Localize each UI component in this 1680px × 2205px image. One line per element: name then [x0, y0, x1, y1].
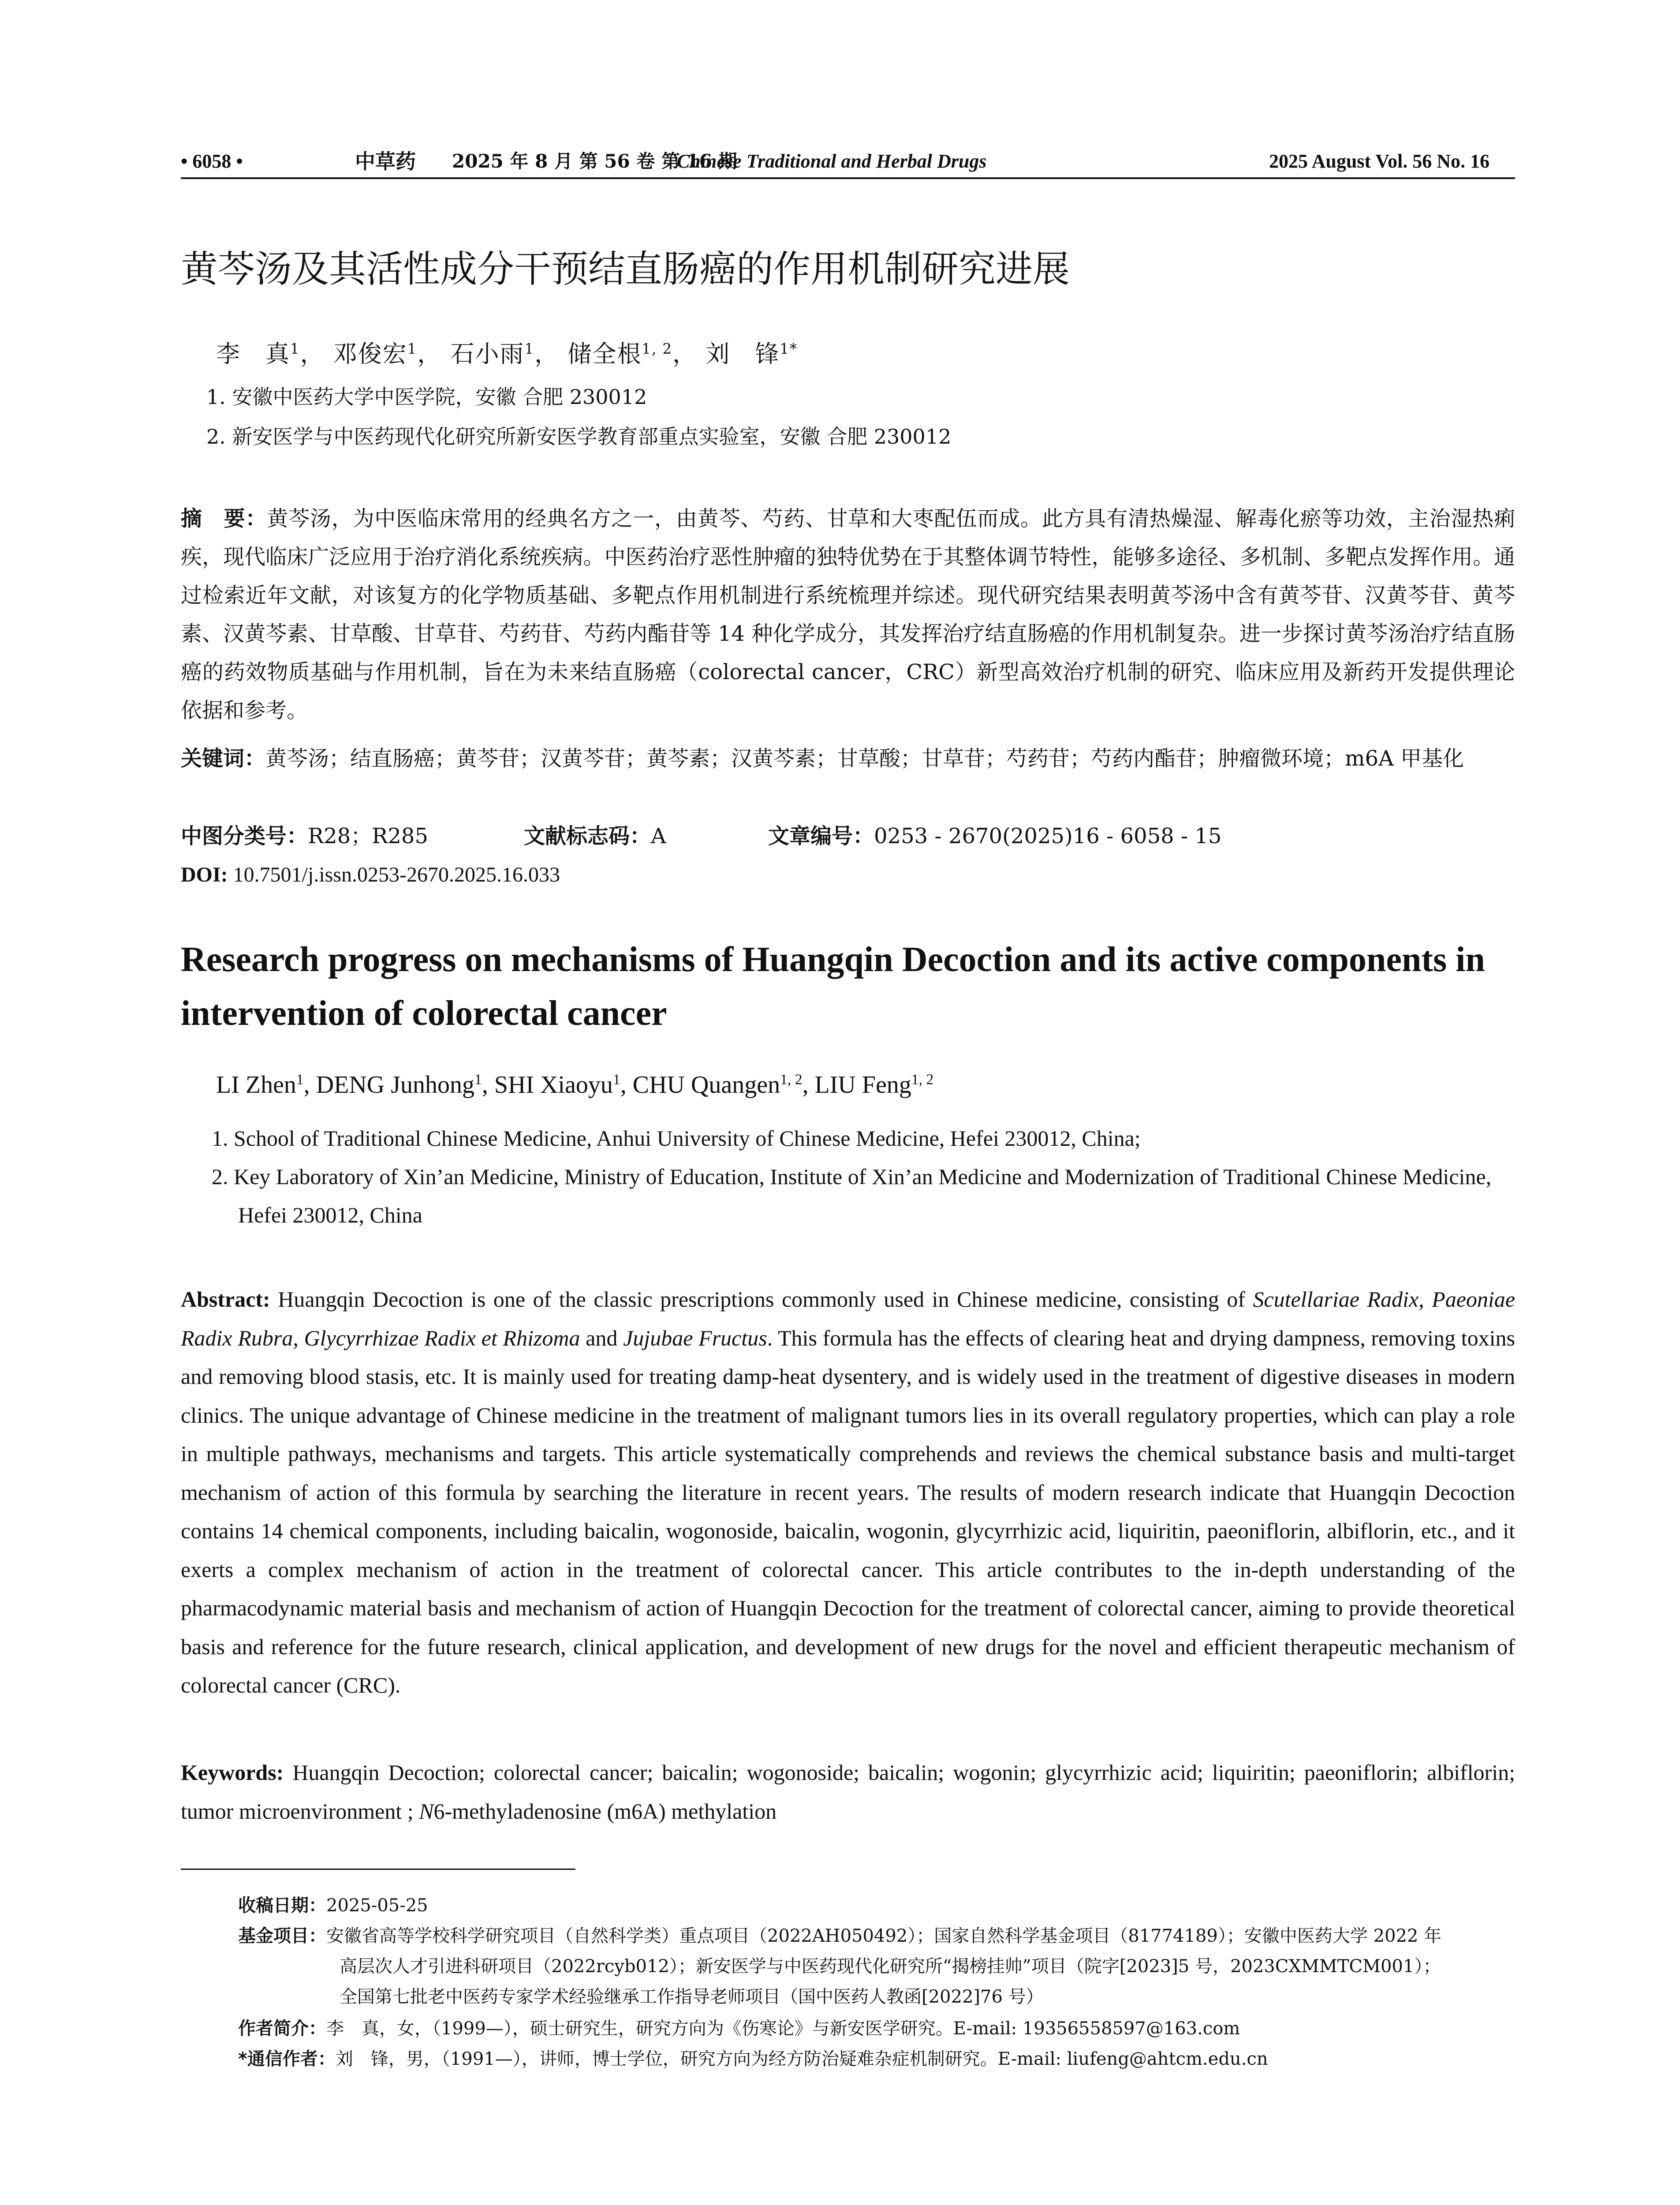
footnote-rule: [181, 1869, 575, 1870]
abstract-en-text: ,: [1419, 1287, 1432, 1312]
author-sup: 1: [524, 340, 535, 357]
abstract-cn-text: 黄芩汤，为中医临床常用的经典名方之一，由黄芩、芍药、甘草和大枣配伍而成。此方具有清热燥湿、解毒化瘀等功效，主治湿热痢疾，现代临床广泛应用于治疗消化系统疾病。中医药治疗恶性肿瘤的独特优势在于其整体调节特性，能够多途径、多机制、多靶点发挥作用。通过检索近年文献，对该复方的化学物质基础、多靶点作用机制进行系统梳理并综述。现代研究结果表明黄芩汤中含有黄芩苷、汉黄芩苷、黄芩素、汉黄芩素、甘草酸、甘草苷、芍药苷、芍药内酯苷等 14 种化学成分，其发挥治疗结直肠癌的作用机制复杂。进一步探讨黄芩汤治疗结直肠癌的药效物质基础与作用机制，旨在为未来结直肠癌（colorectal cancer，CRC）新型高效治疗机制的研究、临床应用及新药开发提供理论依据和参考。: [181, 506, 1515, 723]
issue-en: 2025 August Vol. 56 No. 16: [1269, 150, 1490, 172]
fund-line: 安徽省高等学校科学研究项目（自然科学类）重点项目（2022AH050492）；国家自然科学基金项目（81774189）；安徽中医药大学 2022 年: [326, 1926, 1442, 1946]
doc-value: A: [651, 824, 666, 848]
author-sup: 1*: [780, 340, 798, 357]
abstract-en-text: . This formula has the effects of clearing heat and drying dampness, removing toxins and removing blood stasis, etc. It is mainly used for treating damp-heat dysentery, and is widely used in the treatment of digestive diseases in modern clinics. The unique advantage of Chinese medicine in the treatment of malignant tumors lies in its overall regulatory properties, which can play a role in multiple pathways, mechanisms and targets. This article systematically comprehends and reviews the chemical substance basis and multi-target mechanism of action of this formula by searching the literature in recent years. The results of modern research indicate that Huangqin Decoction contains 14 chemical components, including baicalin, wogonoside, baicalin, wogonin, glycyrrhizic acid, liquiritin, paeoniflorin, albiflorin, etc., and it exerts a complex mechanism of action in the treatment of colorectal cancer. This article contributes to the in-depth understanding of the pharmacodynamic material basis and mechanism of action of Huangqin Decoction for the treatment of colorectal cancer, aiming to provide theoretical basis and reference for the future research, clinical application, and development of new drugs for the novel and efficient therapeutic mechanism of colorectal cancer (CRC).: [181, 1325, 1515, 1697]
issue-cn: 2025 年 8 月 第 56 卷 第 16 期: [452, 150, 737, 172]
author-sup: 1, 2: [780, 1071, 803, 1088]
author-sep: ，: [417, 340, 442, 368]
keywords-cn: [181, 740, 1515, 778]
author-sep: ,: [482, 1071, 494, 1099]
affiliation-en: [212, 1158, 1515, 1234]
article-label: 文章编号：: [768, 824, 874, 848]
received-label: 收稿日期：: [238, 1895, 326, 1916]
author-en: CHU Quangen: [632, 1071, 780, 1099]
keywords-en-tail: 6-methyladenosine (m6A) methylation: [433, 1798, 777, 1824]
author-sup: 1, 2: [642, 340, 673, 357]
page-number: • 6058 •: [181, 150, 243, 172]
author-sup: 1: [474, 1071, 482, 1088]
abstract-en-label: Abstract:: [181, 1287, 270, 1312]
abstract-en-text: Huangqin Decoction is one of the classic prescriptions commonly used in Chinese medicine, consisting of: [270, 1287, 1253, 1312]
title-en: Research progress on mechanisms of Huangqin Decoction and its active components in intervention of colorectal cancer: [181, 940, 1485, 1033]
abstract-en-text: and: [580, 1325, 623, 1350]
doc-code: [524, 817, 666, 856]
doi-label: DOI:: [181, 863, 228, 886]
article-value: 0253 - 2670(2025)16 - 6058 - 15: [874, 824, 1222, 848]
author-cn: 刘 锋: [706, 340, 780, 368]
keywords-cn-text: 黄芩汤；结直肠癌；黄芩苷；汉黄芩苷；黄芩素；汉黄芩素；甘草酸；甘草苷；芍药苷；芍药内酯苷；肿瘤微环境；m6A 甲基化: [265, 746, 1464, 771]
herb-name: Scutellariae Radix: [1253, 1287, 1419, 1312]
author-en: SHI Xiaoyu: [494, 1071, 613, 1099]
author-sep: ,: [620, 1071, 633, 1099]
journal-name-en: Chinese Traditional and Herbal Drugs: [677, 150, 987, 172]
author-sep: ，: [534, 340, 560, 368]
author-sup: 1, 2: [911, 1071, 934, 1088]
author-bio: [238, 2014, 1240, 2044]
abstract-en-text: ,: [293, 1325, 304, 1350]
author-sup: 1: [290, 340, 300, 357]
fund-line: 全国第七批老中医药专家学术经验继承工作指导老师项目（国中医药人教函[2022]76 号）: [340, 1987, 1044, 2007]
abstract-cn-label: 摘 要：: [181, 506, 267, 531]
author-bio-label: 作者简介：: [238, 2018, 326, 2039]
title-cn: 黄芩汤及其活性成分干预结直肠癌的作用机制研究进展: [181, 247, 1070, 291]
herb-name: Jujubae Fructus: [623, 1325, 767, 1350]
clc-label: 中图分类号：: [181, 824, 308, 848]
doc-label: 文献标志码：: [524, 824, 651, 848]
author-en: DENG Junhong: [316, 1071, 475, 1099]
author-cn: 李 真: [216, 340, 290, 368]
herb-name: Glycyrrhizae Radix et Rhizoma: [304, 1325, 580, 1350]
received-date: [238, 1891, 428, 1921]
clc-value: R28；R285: [308, 824, 428, 848]
author-en: LIU Feng: [814, 1071, 911, 1099]
authors-en: [216, 1069, 933, 1100]
fund-info: [238, 1921, 1441, 1951]
author-sep: ,: [303, 1071, 316, 1099]
fund-label: 基金项目：: [238, 1926, 326, 1946]
journal-name-cn: 中草药: [355, 149, 416, 173]
doi-line: [181, 856, 560, 894]
keywords-en-label: Keywords:: [181, 1760, 284, 1785]
affiliation-cn: 1. 安徽中医药大学中医学院，安徽 合肥 230012: [206, 385, 647, 409]
author-bio-value: 李 真，女，（1999—），硕士研究生，研究方向为《伤寒论》与新安医学研究。E-mail: 19356558597@163.com: [326, 2018, 1240, 2039]
doi-value: 10.7501/j.issn.0253-2670.2025.16.033: [233, 863, 560, 886]
classification-line: [181, 817, 428, 856]
fund-line: 高层次人才引进科研项目（2022rcyb012）；新安医学与中医药现代化研究所“揭榜挂帅”项目（院字[2023]5 号，2023CXMMTCM001）；: [340, 1956, 1441, 1977]
authors-cn: [216, 339, 798, 370]
author-cn: 邓俊宏: [333, 340, 407, 368]
author-cn: 储全根: [567, 340, 642, 368]
article-number: [768, 817, 1221, 856]
corr-value: 刘 锋，男，（1991—），讲师，博士学位，研究方向为经方防治疑难杂症机制研究。E-mail: liufeng@ahtcm.edu.cn: [335, 2049, 1268, 2069]
abstract-en: [181, 1280, 1515, 1705]
received-value: 2025-05-25: [326, 1895, 428, 1916]
author-sep: ,: [802, 1071, 815, 1099]
corresponding-author: [238, 2044, 1268, 2074]
author-sup: 1: [407, 340, 418, 357]
keywords-en-text: Huangqin Decoction; colorectal cancer; baicalin; wogonoside; baicalin; wogonin; glycyrrhizic acid; liquiritin; paeoniflorin; albiflorin; tumor microenvironment ;: [181, 1760, 1515, 1824]
keywords-en: [181, 1753, 1515, 1831]
keywords-cn-label: 关键词：: [181, 746, 266, 771]
corr-label: *通信作者：: [238, 2049, 336, 2069]
author-en: LI Zhen: [216, 1071, 296, 1099]
herb-name: Paeoniae Radix Rubra: [181, 1287, 1515, 1350]
author-sep: ，: [300, 340, 325, 368]
keywords-en-italic: N: [419, 1798, 434, 1824]
author-cn: 石小雨: [450, 340, 525, 368]
abstract-cn: [181, 500, 1515, 730]
author-sup: 1: [296, 1071, 304, 1088]
affiliation-cn: 2. 新安医学与中医药现代化研究所新安医学教育部重点实验室，安徽 合肥 230012: [206, 425, 952, 448]
affiliation-en: 1. School of Traditional Chinese Medicine, Anhui University of Chinese Medicine, Hefei 230012, China;: [212, 1126, 1141, 1151]
affiliation-en-text: 2. Key Laboratory of Xin’an Medicine, Ministry of Education, Institute of Xin’an Medicine and Modernization of Traditional Chinese Medicine, Hefei 230012, China: [212, 1164, 1492, 1227]
author-sep: ，: [672, 340, 698, 368]
header-rule: [181, 177, 1515, 179]
author-sup: 1: [612, 1071, 620, 1088]
running-header: [181, 148, 1515, 175]
